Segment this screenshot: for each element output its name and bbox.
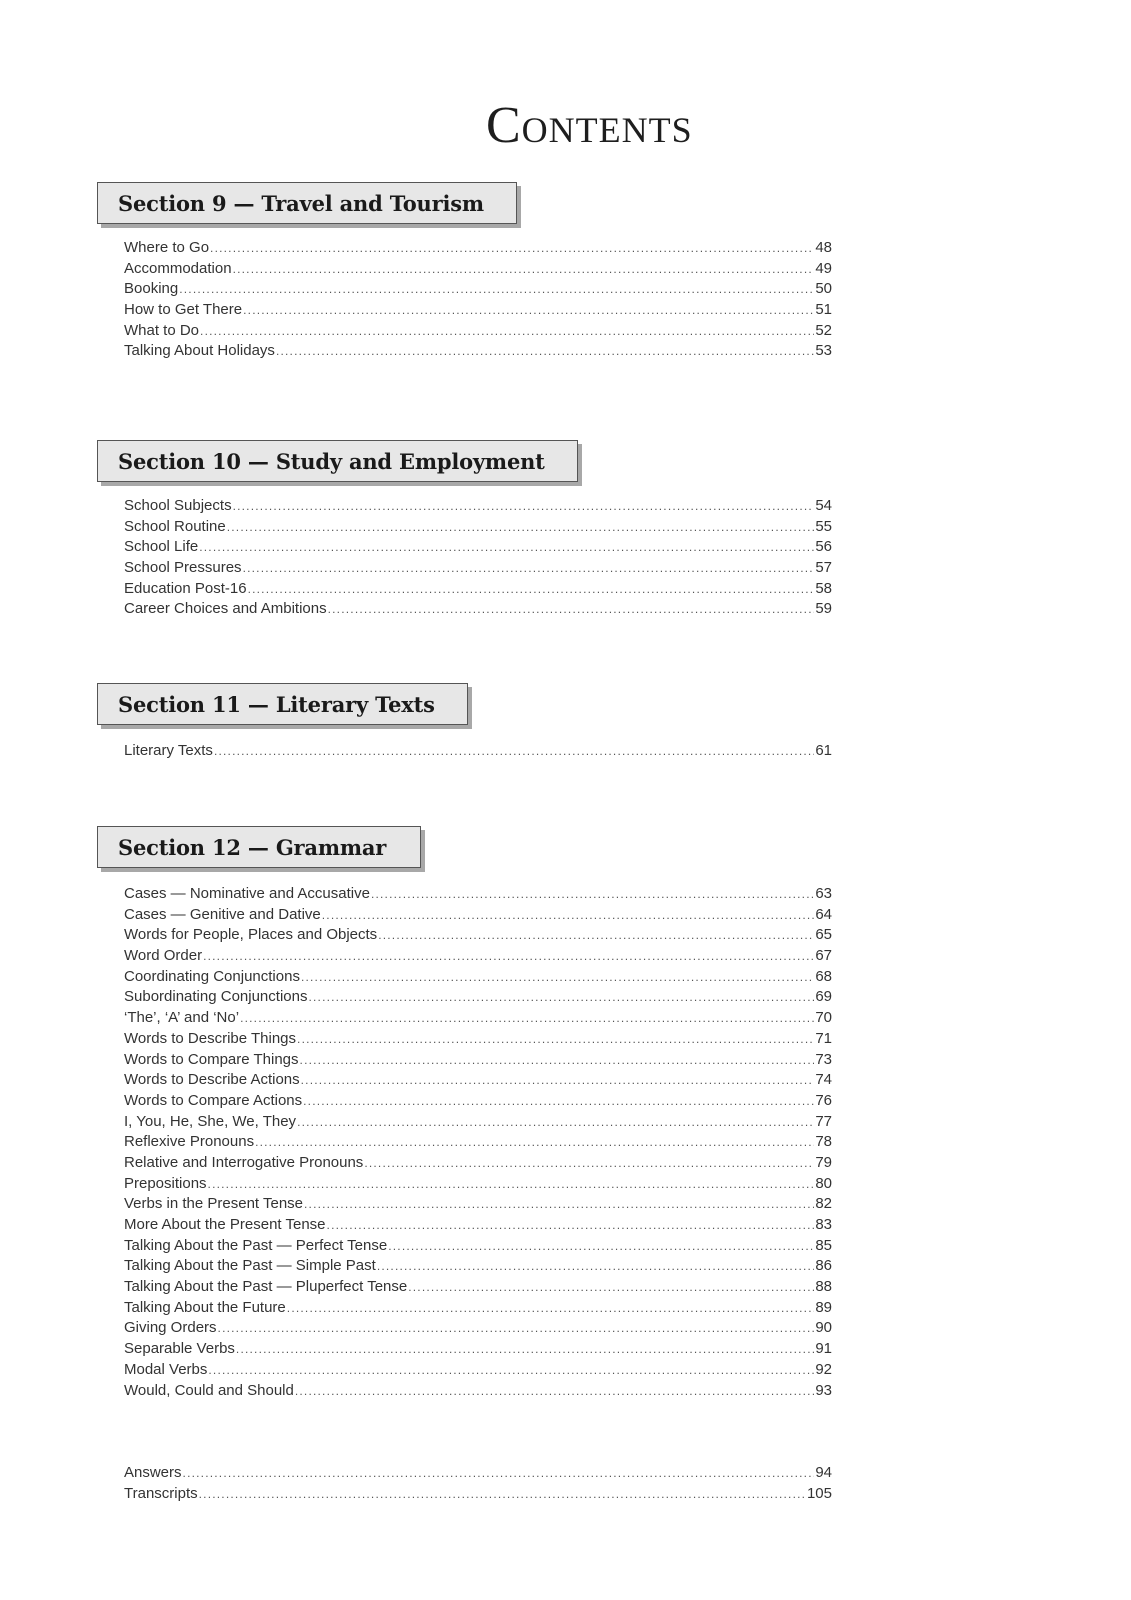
toc-entry[interactable] bbox=[124, 259, 832, 280]
toc-entry-page-number: 48 bbox=[815, 239, 832, 256]
toc-entry-page-number: 105 bbox=[806, 1484, 832, 1502]
toc-entry-page-number: 57 bbox=[815, 559, 832, 577]
toc-entry-label: Cases — Nominative and Accusative bbox=[124, 885, 370, 902]
toc-entry[interactable] bbox=[124, 1339, 832, 1360]
toc-entry[interactable] bbox=[124, 1360, 832, 1381]
toc-entry[interactable] bbox=[124, 279, 832, 300]
section-heading-12: Section 12 — Grammar bbox=[118, 834, 387, 860]
toc-entry[interactable] bbox=[124, 579, 832, 600]
section-heading-11: Section 11 — Literary Texts bbox=[118, 691, 435, 717]
toc-entry-label: Booking bbox=[124, 280, 179, 298]
section-9-entries bbox=[124, 238, 832, 362]
toc-entry-label: School Pressures bbox=[124, 559, 242, 577]
toc-entry-page-number: 56 bbox=[815, 538, 832, 556]
dot-leader bbox=[303, 1091, 814, 1112]
toc-entry-label: Accommodation bbox=[124, 259, 232, 277]
toc-entry-page-number: 52 bbox=[815, 321, 832, 339]
back-matter-entries bbox=[124, 1463, 832, 1504]
toc-entry-label: Talking About Holidays bbox=[124, 342, 275, 360]
toc-entry-label: What to Do bbox=[124, 321, 200, 339]
toc-entry[interactable] bbox=[124, 741, 832, 762]
toc-entry[interactable] bbox=[124, 1277, 832, 1298]
toc-entry[interactable] bbox=[124, 946, 832, 967]
toc-entry-label: Literary Texts bbox=[124, 742, 213, 759]
section-heading-box-9 bbox=[97, 182, 517, 224]
toc-entry-label: Reflexive Pronouns bbox=[124, 1133, 255, 1151]
toc-entry-page-number: 77 bbox=[815, 1112, 832, 1130]
toc-entry-label: Words to Describe Things bbox=[124, 1029, 297, 1047]
toc-entry[interactable] bbox=[124, 1153, 832, 1174]
toc-entry-label: Word Order bbox=[124, 947, 203, 965]
dot-leader bbox=[328, 599, 815, 620]
toc-entry-label: Answers bbox=[124, 1464, 182, 1481]
toc-entry-label: School Life bbox=[124, 538, 199, 556]
dot-leader bbox=[408, 1277, 814, 1298]
toc-entry[interactable] bbox=[124, 1112, 832, 1133]
toc-entry-page-number: 88 bbox=[815, 1278, 832, 1296]
dot-leader bbox=[308, 987, 814, 1008]
dot-leader bbox=[297, 1029, 814, 1050]
toc-entry-label: School Routine bbox=[124, 517, 226, 535]
toc-entry[interactable] bbox=[124, 1091, 832, 1112]
toc-entry-label: Talking About the Future bbox=[124, 1298, 286, 1316]
toc-entry-label: Verbs in the Present Tense bbox=[124, 1195, 304, 1213]
toc-entry[interactable] bbox=[124, 1256, 832, 1277]
toc-entry-page-number: 63 bbox=[815, 885, 832, 902]
toc-entry-page-number: 80 bbox=[815, 1174, 832, 1192]
toc-entry-label: Words to Compare Things bbox=[124, 1050, 299, 1068]
toc-entry-label: School Subjects bbox=[124, 497, 232, 514]
dot-leader bbox=[199, 537, 814, 558]
toc-entry-page-number: 58 bbox=[815, 579, 832, 597]
toc-entry-page-number: 94 bbox=[815, 1464, 832, 1481]
toc-entry-page-number: 92 bbox=[815, 1360, 832, 1378]
toc-entry-page-number: 90 bbox=[815, 1319, 832, 1337]
toc-entry-label: Where to Go bbox=[124, 239, 210, 256]
dot-leader bbox=[322, 905, 815, 926]
toc-entry-label: Prepositions bbox=[124, 1174, 207, 1192]
dot-leader bbox=[295, 1381, 814, 1402]
dot-leader bbox=[248, 579, 815, 600]
toc-entry-page-number: 83 bbox=[815, 1216, 832, 1233]
toc-entry-page-number: 55 bbox=[815, 517, 832, 535]
toc-entry[interactable] bbox=[124, 1070, 832, 1091]
toc-entry-page-number: 49 bbox=[815, 259, 832, 277]
toc-entry-page-number: 59 bbox=[815, 600, 832, 618]
toc-entry-label: Career Choices and Ambitions bbox=[124, 600, 327, 618]
toc-entry-label: Modal Verbs bbox=[124, 1360, 208, 1378]
toc-entry-page-number: 89 bbox=[815, 1298, 832, 1316]
dot-leader bbox=[199, 1484, 806, 1505]
toc-entry-page-number: 71 bbox=[815, 1029, 832, 1047]
toc-entry[interactable] bbox=[124, 884, 832, 905]
toc-entry-label: More About the Present Tense bbox=[124, 1216, 326, 1233]
dot-leader bbox=[200, 321, 814, 342]
toc-entry-page-number: 67 bbox=[815, 947, 832, 965]
toc-entry[interactable] bbox=[124, 321, 832, 342]
toc-entry[interactable] bbox=[124, 1236, 832, 1257]
toc-entry[interactable] bbox=[124, 925, 832, 946]
toc-entry[interactable] bbox=[124, 1132, 832, 1153]
toc-entry-page-number: 68 bbox=[815, 967, 832, 985]
dot-leader bbox=[371, 884, 814, 905]
toc-entry-label: Separable Verbs bbox=[124, 1340, 235, 1358]
toc-entry[interactable] bbox=[124, 1381, 832, 1402]
dot-leader bbox=[227, 517, 815, 538]
dot-leader bbox=[236, 1339, 814, 1360]
section-heading-10: Section 10 — Study and Employment bbox=[118, 448, 545, 474]
toc-entry[interactable] bbox=[124, 517, 832, 538]
dot-leader bbox=[378, 925, 814, 946]
toc-entry[interactable] bbox=[124, 1318, 832, 1339]
toc-entry-page-number: 64 bbox=[815, 905, 832, 923]
toc-entry-page-number: 82 bbox=[815, 1195, 832, 1213]
dot-leader bbox=[300, 1050, 815, 1071]
toc-entry[interactable] bbox=[124, 1008, 832, 1029]
page-title: Contents bbox=[486, 97, 693, 154]
dot-leader bbox=[301, 1070, 815, 1091]
section-heading-box-10 bbox=[97, 440, 578, 482]
dot-leader bbox=[203, 946, 814, 967]
toc-entry-label: Education Post-16 bbox=[124, 579, 247, 597]
dot-leader bbox=[301, 967, 814, 988]
dot-leader bbox=[304, 1194, 814, 1215]
toc-entry-page-number: 76 bbox=[815, 1091, 832, 1109]
dot-leader bbox=[183, 1463, 815, 1484]
toc-entry-page-number: 51 bbox=[815, 301, 832, 319]
toc-entry-label: Cases — Genitive and Dative bbox=[124, 905, 321, 923]
toc-entry-page-number: 78 bbox=[815, 1133, 832, 1151]
toc-entry-label: Talking About the Past — Simple Past bbox=[124, 1257, 376, 1275]
dot-leader bbox=[208, 1174, 815, 1195]
toc-entry-page-number: 69 bbox=[815, 988, 832, 1006]
dot-leader bbox=[388, 1236, 814, 1257]
toc-entry[interactable] bbox=[124, 496, 832, 517]
dot-leader bbox=[327, 1215, 815, 1236]
dot-leader bbox=[243, 300, 814, 321]
toc-entry-label: Talking About the Past — Pluperfect Tense bbox=[124, 1278, 408, 1296]
toc-entry-label: Giving Orders bbox=[124, 1319, 217, 1337]
toc-entry-page-number: 85 bbox=[815, 1236, 832, 1254]
toc-entry[interactable] bbox=[124, 967, 832, 988]
toc-entry-page-number: 65 bbox=[815, 926, 832, 944]
section-11-entries bbox=[124, 741, 832, 762]
toc-entry-page-number: 50 bbox=[815, 280, 832, 298]
toc-entry-label: Words for People, Places and Objects bbox=[124, 926, 378, 944]
toc-entry[interactable] bbox=[124, 300, 832, 321]
dot-leader bbox=[233, 259, 815, 280]
dot-leader bbox=[243, 558, 815, 579]
toc-entry-label: I, You, He, She, We, They bbox=[124, 1112, 297, 1130]
toc-entry-label: Talking About the Past — Perfect Tense bbox=[124, 1236, 388, 1254]
toc-entry-label: Words to Describe Actions bbox=[124, 1071, 300, 1089]
toc-entry[interactable] bbox=[124, 537, 832, 558]
toc-entry-page-number: 79 bbox=[815, 1153, 832, 1171]
toc-entry[interactable] bbox=[124, 1194, 832, 1215]
toc-entry[interactable] bbox=[124, 1484, 832, 1505]
toc-entry-label: Transcripts bbox=[124, 1484, 198, 1502]
toc-entry-page-number: 61 bbox=[815, 742, 832, 759]
section-heading-box-12 bbox=[97, 826, 421, 868]
section-heading-9: Section 9 — Travel and Tourism bbox=[118, 190, 484, 216]
toc-entry-label: Relative and Interrogative Pronouns bbox=[124, 1153, 364, 1171]
toc-entry-label: How to Get There bbox=[124, 301, 243, 319]
toc-entry[interactable] bbox=[124, 1298, 832, 1319]
section-heading-box-11 bbox=[97, 683, 468, 725]
dot-leader bbox=[218, 1318, 815, 1339]
toc-entry-page-number: 91 bbox=[815, 1340, 832, 1358]
toc-entry-page-number: 74 bbox=[815, 1071, 832, 1089]
dot-leader bbox=[287, 1298, 815, 1319]
toc-entry-label: Subordinating Conjunctions bbox=[124, 988, 308, 1006]
toc-entry[interactable] bbox=[124, 599, 832, 620]
toc-entry-page-number: 70 bbox=[815, 1009, 832, 1027]
toc-entry-label: Words to Compare Actions bbox=[124, 1091, 303, 1109]
dot-leader bbox=[364, 1153, 814, 1174]
toc-entry[interactable] bbox=[124, 1215, 832, 1236]
dot-leader bbox=[210, 238, 814, 259]
section-10-entries bbox=[124, 496, 832, 620]
toc-entry[interactable] bbox=[124, 1174, 832, 1195]
dot-leader bbox=[179, 279, 814, 300]
toc-entry-page-number: 93 bbox=[815, 1381, 832, 1399]
dot-leader bbox=[240, 1008, 814, 1029]
toc-entry-page-number: 54 bbox=[815, 497, 832, 514]
section-12-entries bbox=[124, 884, 832, 1401]
dot-leader bbox=[255, 1132, 814, 1153]
toc-entry-page-number: 86 bbox=[815, 1257, 832, 1275]
toc-entry[interactable] bbox=[124, 1029, 832, 1050]
toc-entry-page-number: 73 bbox=[815, 1050, 832, 1068]
toc-entry[interactable] bbox=[124, 987, 832, 1008]
toc-entry[interactable] bbox=[124, 341, 832, 362]
toc-entry[interactable] bbox=[124, 558, 832, 579]
toc-entry-label: Coordinating Conjunctions bbox=[124, 967, 300, 985]
toc-entry[interactable] bbox=[124, 905, 832, 926]
toc-entry-label: ‘The’, ‘A’ and ‘No’ bbox=[124, 1009, 240, 1027]
dot-leader bbox=[297, 1112, 814, 1133]
toc-entry[interactable] bbox=[124, 1463, 832, 1484]
dot-leader bbox=[208, 1360, 814, 1381]
toc-entry[interactable] bbox=[124, 238, 832, 259]
toc-entry-page-number: 53 bbox=[815, 342, 832, 360]
toc-entry-label: Would, Could and Should bbox=[124, 1381, 294, 1399]
dot-leader bbox=[377, 1256, 815, 1277]
dot-leader bbox=[276, 341, 814, 362]
dot-leader bbox=[214, 741, 814, 762]
toc-entry[interactable] bbox=[124, 1050, 832, 1071]
dot-leader bbox=[233, 496, 815, 517]
